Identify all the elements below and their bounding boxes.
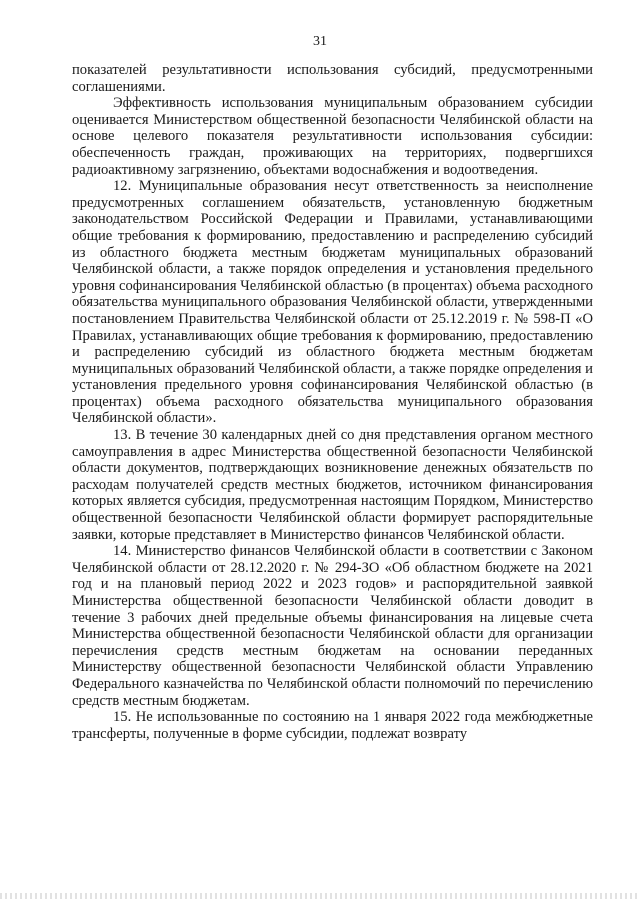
paragraph-15: 15. Не использованные по состоянию на 1 января 2022 года межбюджетные трансферты, полученные в форме субсидии, подлежат возврату [72,709,593,742]
paragraph-effectiveness: Эффективность использования муниципальным образованием субсидии оценивается Министерством общественной безопасности Челябинской области на основе целевого показателя результативности использования субсидии: обеспеченность граждан, проживающих на территориях, подвергшихся радиоактивному загрязнению, объектами водоснабжения и водоотведения. [72,95,593,178]
paragraph-continuation: показателей результативности использования субсидий, предусмотренными соглашениями. [72,62,593,95]
page-number: 31 [313,34,327,49]
document-body [72,62,593,742]
scan-edge-artifact [0,893,640,899]
paragraph-14: 14. Министерство финансов Челябинской области в соответствии с Законом Челябинской области от 28.12.2020 г. № 294-ЗО «Об областном бюджете на 2021 год и на плановый период 2022 и 2023 годов» и распорядительной заявкой Министерства общественной безопасности Челябинской области доводит в течение 3 рабочих дней предельные объемы финансирования на лицевые счета Министерства общественной безопасности Челябинской области для организации перечисления средств местным бюджетам на основании переданных Министерству общественной безопасности Челябинской области Управлению Федерального казначейства по Челябинской области полномочий по перечислению средств местным бюджетам. [72,543,593,709]
paragraph-13: 13. В течение 30 календарных дней со дня представления органом местного самоуправления в адрес Министерства общественной безопасности Челябинской области документов, подтверждающих возникновение денежных обязательств по расходам получателей средств местных бюджетов, источником финансирования которых является субсидия, предусмотренная настоящим Порядком, Министерство общественной безопасности Челябинской области формирует распорядительные заявки, которые представляет в Министерство финансов Челябинской области. [72,427,593,543]
paragraph-12: 12. Муниципальные образования несут ответственность за неисполнение предусмотренных соглашением обязательств, установленную бюджетным законодательством Российской Федерации и Правилами, устанавливающими общие требования к формированию, предоставлению и распределению субсидий из областного бюджета местным бюджетам муниципальных образований Челябинской области, а также порядок определения и установления предельного уровня софинансирования Челябинской областью (в процентах) объема расходного обязательства муниципального образования Челябинской области, утвержденными постановлением Правительства Челябинской области от 25.12.2019 г. № 598-П «О Правилах, устанавливающих общие требования к формированию, предоставлению и распределению субсидий из областного бюджета местным бюджетам муниципальных образований Челябинской области, а также порядке определения и установления предельного уровня софинансирования Челябинской областью (в процентах) объема расходного обязательства муниципального образования Челябинской области». [72,178,593,427]
